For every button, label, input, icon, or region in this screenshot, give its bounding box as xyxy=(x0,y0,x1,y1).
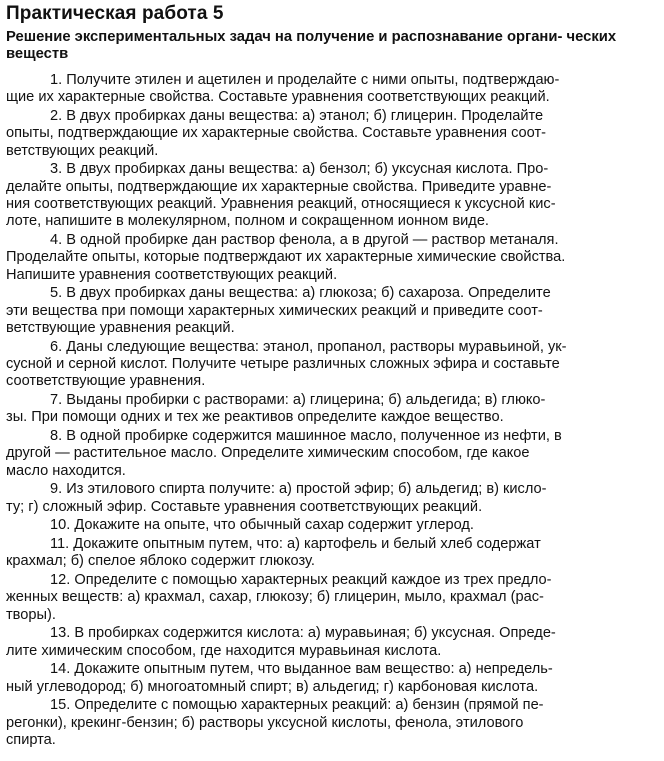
task-item-8: 8. В одной пробирке содержится машинное масло, полученное из нефти, в другой — растительное масло. Определите химическим способом, где какое масло находится. xyxy=(6,427,562,479)
task-item-5: 5. В двух пробирках даны вещества: а) глюкоза; б) сахароза. Определите эти вещества при помощи характерных химических реакций и приведите соот- ветствующие уравнения реакций. xyxy=(6,285,551,336)
page-subtitle: Решение экспериментальных задач на получение и распознавание органи- ческих веществ xyxy=(6,29,617,62)
task-item-1: 1. Получите этилен и ацетилен и проделайте с ними опыты, подтверждаю- щие их характерные свойства. Составьте уравнения соответствующих реакций. xyxy=(6,72,560,106)
document-page xyxy=(6,0,660,761)
task-item-2: 2. В двух пробирках даны вещества: а) этанол; б) глицерин. Проделайте опыты, подтверждающие их характерные свойства. Составьте уравнения соот- ветствующих реакций. xyxy=(6,107,547,159)
task-item-6: 6. Даны следующие вещества: этанол, пропанол, растворы муравьиной, ук- сусной и серной кислот. Получите четыре различных сложных эфира и составьте соответствующие уравнения. xyxy=(6,338,567,390)
task-item-9: 9. Из этилового спирта получите: а) простой эфир; б) альдегид; в) кисло- ту; г) сложный эфир. Составьте уравнения соответствующих реакций. xyxy=(6,481,547,515)
task-item-12: 12. Определите с помощью характерных реакций каждое из трех предло- женных веществ: а) крахмал, сахар, глюкозу; б) глицерин, мыло, крахмал (рас- творы). xyxy=(6,571,552,623)
task-list xyxy=(6,72,654,751)
task-item-11: 11. Докажите опытным путем, что: а) картофель и белый хлеб содержат крахмал; б) спелое яблоко содержит глюкозу. xyxy=(6,535,541,570)
task-item-10: 10. Докажите на опыте, что обычный сахар содержит углерод. xyxy=(50,517,474,534)
page-title: Практическая работа 5 xyxy=(6,3,224,24)
task-item-4: 4. В одной пробирке дан раствор фенола, а в другой — раствор метаналя. Проделайте опыты, которые подтверждают их характерные химические свойства. Напишите уравнения соответствующих реакций. xyxy=(6,231,566,283)
task-item-7: 7. Выданы пробирки с растворами: а) глицерина; б) альдегида; в) глюко- зы. При помощи одних и тех же реактивов определите каждое вещество. xyxy=(6,391,546,426)
task-item-13: 13. В пробирках содержится кислота: а) муравьиная; б) уксусная. Опреде- лите химическим способом, где находится муравьиная кислота. xyxy=(6,625,556,659)
task-item-14: 14. Докажите опытным путем, что выданное вам вещество: а) непредель- ный углеводород; б) многоатомный спирт; в) альдегид; г) карбоновая кислота. xyxy=(6,661,553,695)
task-item-3: 3. В двух пробирках даны вещества: а) бензол; б) уксусная кислота. Про- делайте опыты, подтверждающие их характерные свойства. Приведите уравне- ния соответствующих реакций. Уравнения реакций, относящиеся к уксусной кис- лоте, напишите в молекулярном, полном и сокращенном ионном виде. xyxy=(6,161,556,230)
task-item-15: 15. Определите с помощью характерных реакций: а) бензин (прямой пе- регонки), крекинг-бензин; б) растворы уксусной кислоты, фенола, этилового спирта. xyxy=(6,697,544,748)
